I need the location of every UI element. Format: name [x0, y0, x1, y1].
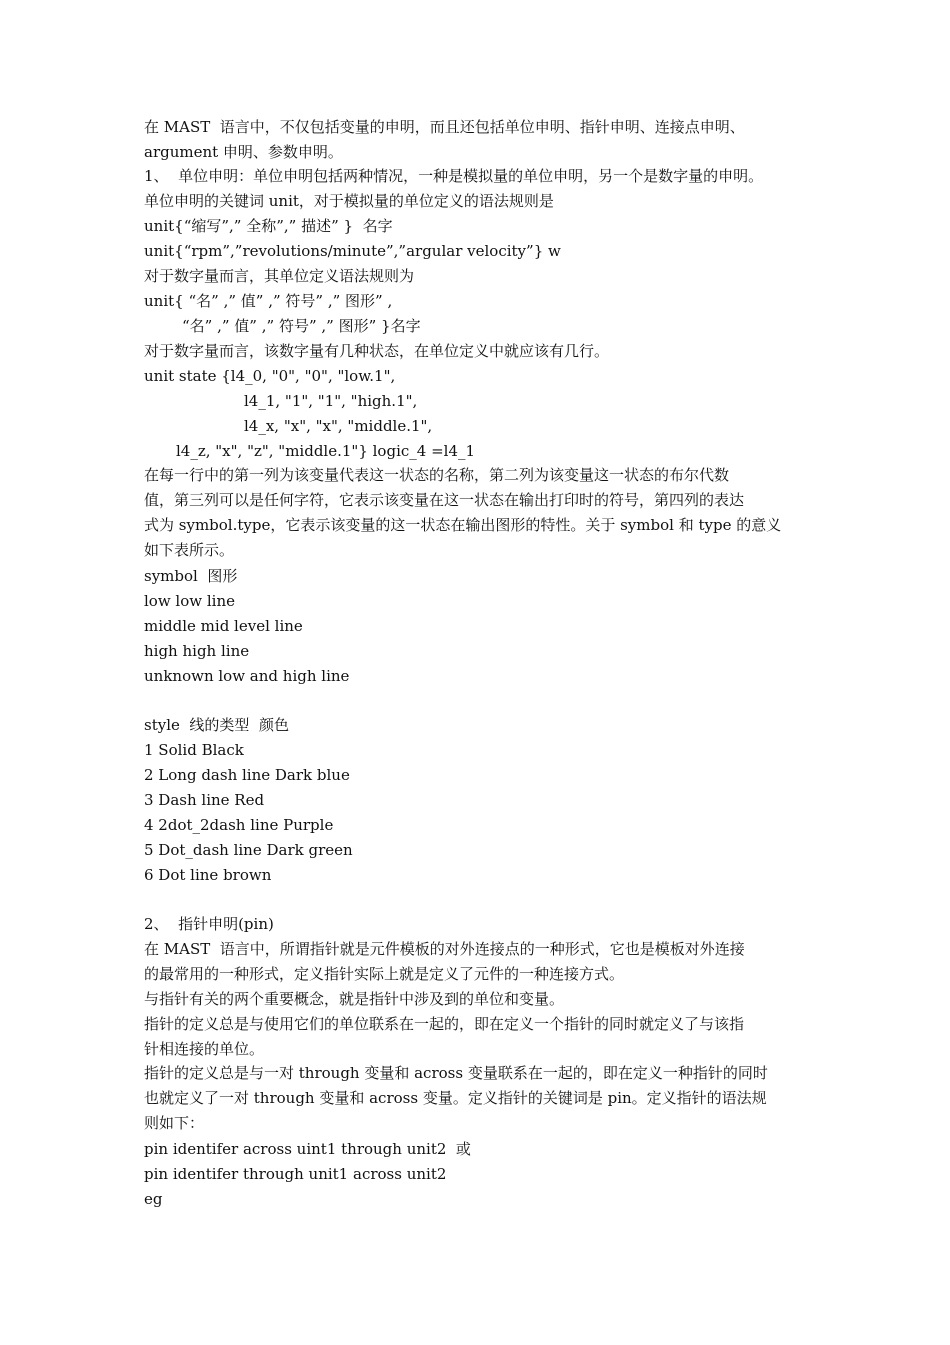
table-row: 1 Solid Black: [144, 741, 244, 759]
code-line: l4_z, "x", "z", "middle.1"} logic_4 =l4_1: [176, 442, 476, 460]
code-line: unit{“rpm”,”revolutions/minute”,”argular velocity”} w: [144, 242, 561, 260]
table-header: style 线的类型 颜色: [144, 716, 289, 734]
code-line: unit{“缩写”,” 全称”,” 描述” } 名字: [144, 217, 393, 235]
text-line: 单位申明的关键词 unit，对于模拟量的单位定义的语法规则是: [144, 192, 554, 210]
code-line: “名” ,” 值” ,” 符号” ,” 图形” }名字: [182, 317, 421, 335]
table-row: 6 Dot line brown: [144, 866, 272, 884]
text-line: argument 申明、参数申明。: [144, 143, 343, 161]
text-line: 在每一行中的第一列为该变量代表这一状态的名称，第二列为该变量这一状态的布尔代数: [144, 466, 730, 484]
code-line: pin identifer across uint1 through unit2 或: [144, 1140, 471, 1158]
table-header: symbol 图形: [144, 567, 238, 585]
text-line: 在 MAST 语言中，所谓指针就是元件模板的对外连接点的一种形式，它也是模板对外连接: [144, 940, 745, 958]
text-line: 对于数字量而言，该数字量有几种状态，在单位定义中就应该有几行。: [144, 342, 610, 360]
text-line: 则如下：: [144, 1114, 205, 1132]
code-line: l4_x, "x", "x", "middle.1",: [244, 417, 433, 435]
text-line: 指针的定义总是与使用它们的单位联系在一起的，即在定义一个指针的同时就定义了与该指: [144, 1015, 745, 1033]
table-row: 4 2dot_2dash line Purple: [144, 816, 334, 834]
table-row: high high line: [144, 642, 250, 660]
table-row: low low line: [144, 592, 236, 610]
section-heading: 1、 单位申明：单位申明包括两种情况，一种是模拟量的单位申明，另一个是数字量的申明。: [144, 167, 764, 185]
table-row: middle mid level line: [144, 617, 303, 635]
section-heading: 2、 指针申明(pin): [144, 915, 274, 933]
code-line: pin identifer through unit1 across unit2: [144, 1165, 447, 1183]
text-line: 指针的定义总是与一对 through 变量和 across 变量联系在一起的，即在定义一种指针的同时: [144, 1064, 768, 1082]
code-line: unit{ “名” ,” 值” ,” 符号” ,” 图形” ,: [144, 292, 393, 310]
table-row: 2 Long dash line Dark blue: [144, 766, 350, 784]
table-row: 3 Dash line Red: [144, 791, 265, 809]
text-line: 值，第三列可以是任何字符，它表示该变量在这一状态在输出打印时的符号，第四列的表达: [144, 491, 745, 509]
text-line: 在 MAST 语言中，不仅包括变量的申明，而且还包括单位申明、指针申明、连接点申明、: [144, 118, 745, 136]
text-line: 式为 symbol.type，它表示该变量的这一状态在输出图形的特性。关于 symbol 和 type 的意义: [144, 516, 782, 534]
code-line: l4_1, "1", "1", "high.1",: [244, 392, 418, 410]
table-row: unknown low and high line: [144, 667, 350, 685]
text-line: 针相连接的单位。: [144, 1040, 265, 1058]
text-line: 与指针有关的两个重要概念，就是指针中涉及到的单位和变量。: [144, 990, 565, 1008]
text-line: 对于数字量而言，其单位定义语法规则为: [144, 267, 415, 285]
text-line: 的最常用的一种形式，定义指针实际上就是定义了元件的一种连接方式。: [144, 965, 625, 983]
table-row: 5 Dot_dash line Dark green: [144, 841, 353, 859]
code-line: unit state {l4_0, "0", "0", "low.1",: [144, 367, 396, 385]
text-line: 如下表所示。: [144, 541, 235, 559]
text-line: eg: [144, 1190, 163, 1208]
text-line: 也就定义了一对 through 变量和 across 变量。定义指针的关键词是 pin。定义指针的语法规: [144, 1089, 767, 1107]
